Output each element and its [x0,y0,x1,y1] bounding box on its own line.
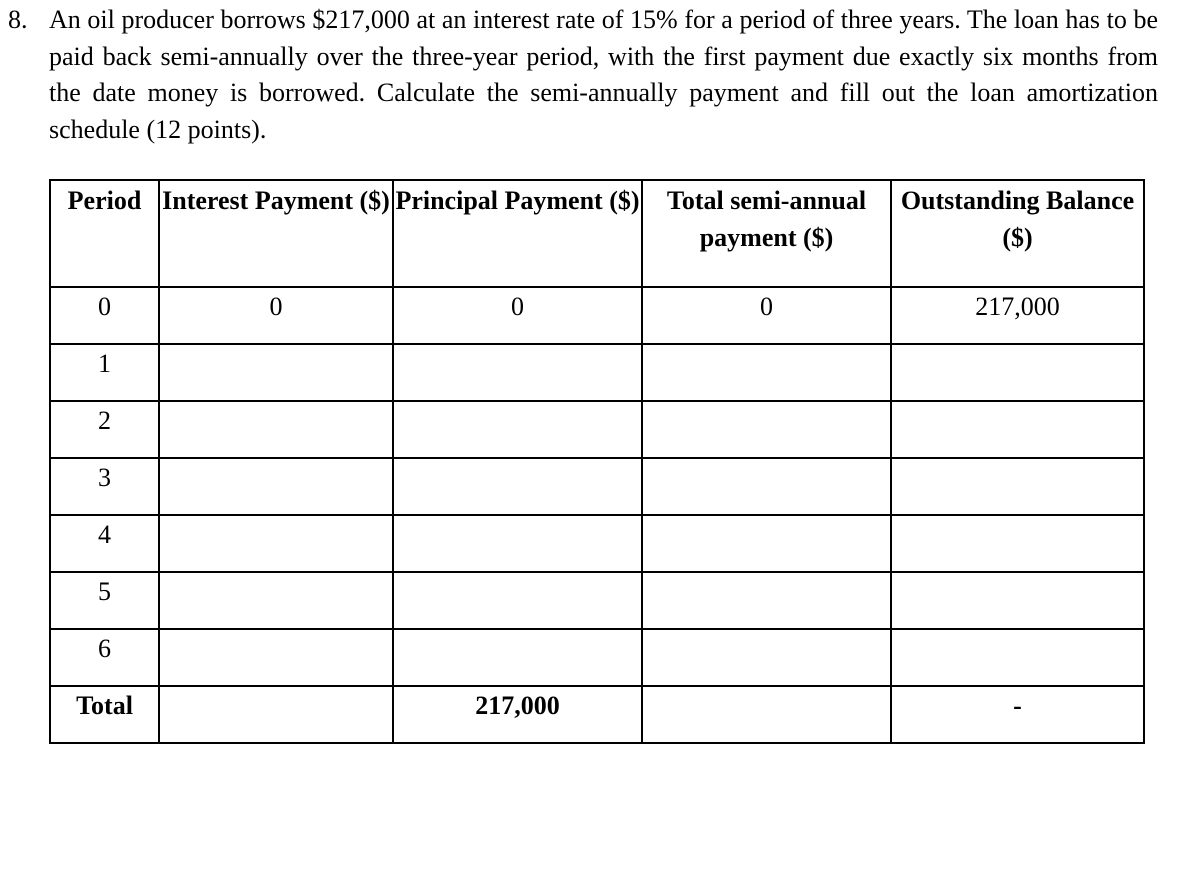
header-outstanding-balance: Outstanding Balance ($) [891,180,1144,287]
cell-total-payment[interactable]: 0 [642,287,891,344]
table-total-row [50,686,1144,743]
cell-period: 1 [50,344,159,401]
cell-total-label: Total [50,686,159,743]
cell-balance[interactable] [891,458,1144,515]
header-principal-payment: Principal Payment ($) [393,180,642,287]
cell-principal[interactable] [393,572,642,629]
cell-balance[interactable] [891,401,1144,458]
cell-total-payment[interactable] [642,401,891,458]
cell-balance[interactable] [891,515,1144,572]
table-row [50,515,1144,572]
cell-interest[interactable] [159,515,393,572]
cell-interest[interactable] [159,458,393,515]
header-interest-payment: Interest Payment ($) [159,180,393,287]
table-row [50,629,1144,686]
table-header-row [50,180,1144,287]
question-number: 8. [8,5,28,34]
cell-interest[interactable] [159,344,393,401]
cell-principal[interactable] [393,515,642,572]
cell-principal[interactable] [393,344,642,401]
cell-balance[interactable] [891,629,1144,686]
table-row [50,458,1144,515]
cell-total-payment-sum[interactable] [642,686,891,743]
cell-period: 3 [50,458,159,515]
cell-interest[interactable] [159,401,393,458]
cell-total-balance[interactable]: - [891,686,1144,743]
table-row [50,572,1144,629]
cell-total-payment[interactable] [642,572,891,629]
cell-balance[interactable] [891,344,1144,401]
cell-principal[interactable] [393,401,642,458]
cell-total-payment[interactable] [642,629,891,686]
table-row [50,401,1144,458]
question-block [8,2,1158,148]
cell-total-payment[interactable] [642,515,891,572]
cell-period: 2 [50,401,159,458]
question-text: An oil producer borrows $217,000 at an interest rate of 15% for a period of three years. The loan has to be paid back semi-annually over the three-year period, with the first payment due exactly six months from the date money is borrowed. Calculate the semi-annually payment and fill out the loan amortization schedule (12 points). [49,5,1158,144]
header-period: Period [50,180,159,287]
header-total-payment: Total semi-annual payment ($) [642,180,891,287]
cell-principal[interactable]: 0 [393,287,642,344]
cell-total-payment[interactable] [642,458,891,515]
cell-total-principal[interactable]: 217,000 [393,686,642,743]
cell-period: 5 [50,572,159,629]
cell-principal[interactable] [393,629,642,686]
cell-interest[interactable]: 0 [159,287,393,344]
cell-interest[interactable] [159,629,393,686]
cell-total-interest[interactable] [159,686,393,743]
table-row [50,287,1144,344]
cell-interest[interactable] [159,572,393,629]
loan-amortization-table [49,179,1145,744]
cell-period: 6 [50,629,159,686]
cell-total-payment[interactable] [642,344,891,401]
table-row [50,344,1144,401]
cell-balance[interactable] [891,572,1144,629]
cell-period: 0 [50,287,159,344]
cell-principal[interactable] [393,458,642,515]
cell-balance[interactable]: 217,000 [891,287,1144,344]
cell-period: 4 [50,515,159,572]
